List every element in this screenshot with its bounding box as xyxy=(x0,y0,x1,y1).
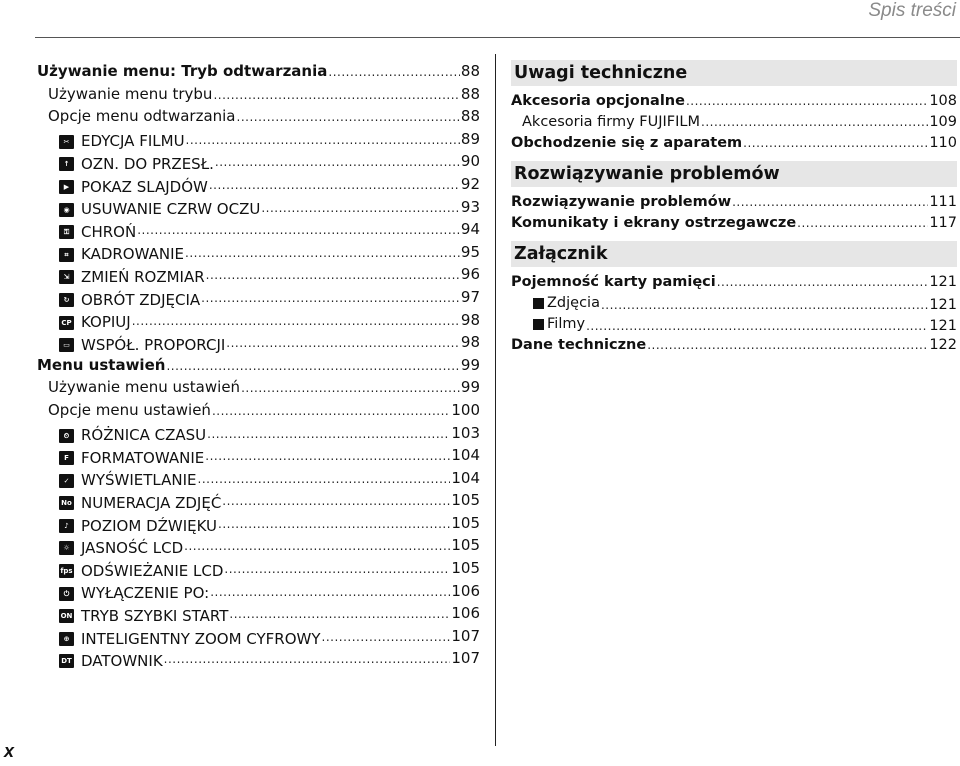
toc-entry[interactable] xyxy=(37,60,480,83)
section-gap xyxy=(511,154,957,161)
dot-leader xyxy=(322,625,451,649)
toc-entry[interactable] xyxy=(37,625,480,648)
toc-entry-page: 99 xyxy=(460,355,480,374)
toc-entry[interactable] xyxy=(37,557,480,580)
toc-entry-page: 88 xyxy=(460,84,480,103)
dot-leader xyxy=(224,557,450,581)
toc-entry-label: EDYCJA FILMU xyxy=(81,132,185,151)
toc-entry[interactable] xyxy=(37,534,480,557)
toc-entry-label-wrap xyxy=(37,354,165,377)
toc-entry[interactable] xyxy=(37,512,480,535)
dot-leader xyxy=(226,331,460,355)
toc-entry-label: FORMATOWANIE xyxy=(81,448,205,467)
toc-entry[interactable] xyxy=(511,335,957,356)
toc-entry-label-wrap xyxy=(59,311,131,334)
toc-entry[interactable] xyxy=(37,422,480,445)
toc-entry-label-wrap xyxy=(533,293,600,314)
digital-zoom-icon: ⊕ xyxy=(59,632,74,646)
toc-entry[interactable] xyxy=(511,91,957,112)
dot-leader xyxy=(198,467,451,491)
dot-leader xyxy=(206,263,460,287)
dot-leader xyxy=(647,335,928,356)
dot-leader xyxy=(717,272,929,293)
toc-entry-label: Filmy xyxy=(547,316,586,332)
toc-entry-label: Rozwiązywanie problemów xyxy=(511,194,732,210)
toc-entry-label-wrap xyxy=(511,272,716,293)
toc-entry-label-wrap xyxy=(511,213,796,234)
fps-icon: fps xyxy=(59,564,74,578)
toc-entry-label-wrap xyxy=(48,105,236,128)
toc-entry-label: TRYB SZYBKI START xyxy=(81,606,229,625)
toc-entry-page: 121 xyxy=(929,318,957,334)
toc-entry-label: Menu ustawień xyxy=(37,355,166,374)
toc-entry-label-wrap xyxy=(48,399,211,422)
format-icon: F xyxy=(59,451,74,465)
toc-entry-label: Pojemność karty pamięci xyxy=(511,274,716,290)
toc-entry-page: 95 xyxy=(460,242,480,261)
toc-entry-page: 105 xyxy=(451,536,480,555)
toc-entry[interactable] xyxy=(37,309,480,332)
toc-entry-page: 110 xyxy=(929,135,957,151)
section-heading[interactable]: Rozwiązywanie problemów xyxy=(511,161,957,187)
section-heading[interactable]: Uwagi techniczne xyxy=(511,60,957,86)
dot-leader xyxy=(201,286,460,310)
dot-leader xyxy=(701,112,928,133)
toc-entry-label: NUMERACJA ZDJĘĆ xyxy=(81,493,222,512)
toc-entry[interactable] xyxy=(37,399,480,422)
toc-entry[interactable] xyxy=(37,580,480,603)
toc-entry-label: WYŚWIETLANIE xyxy=(81,471,197,490)
toc-entry-label-wrap xyxy=(59,447,204,470)
toc-entry[interactable] xyxy=(37,331,480,354)
toc-entry[interactable] xyxy=(511,293,957,314)
toc-entry-label: USUWANIE CZRW OCZU xyxy=(81,200,261,219)
dot-leader xyxy=(205,444,450,468)
toc-entry-page: 106 xyxy=(451,581,480,600)
toc-entry[interactable] xyxy=(37,489,480,512)
running-header-title: Spis treści xyxy=(868,0,956,21)
toc-entry-page: 106 xyxy=(451,604,480,623)
toc-entry[interactable] xyxy=(37,173,480,196)
toc-entry-page: 98 xyxy=(460,333,480,352)
dot-leader xyxy=(229,602,450,626)
toc-entry[interactable] xyxy=(37,105,480,128)
toc-entry-label-wrap xyxy=(59,243,184,266)
date-stamp-icon: DT xyxy=(59,654,74,668)
toc-entry-page: 122 xyxy=(929,337,957,353)
toc-entry-page: 92 xyxy=(460,174,480,193)
toc-entry-label: Dane techniczne xyxy=(511,337,647,353)
toc-entry-label-wrap xyxy=(511,335,646,356)
dot-leader xyxy=(222,489,450,513)
key-icon: ⚿ xyxy=(59,225,74,239)
frame-number-icon: No xyxy=(59,496,74,510)
resize-icon: ⇲ xyxy=(59,270,74,284)
auto-power-off-icon: ⏻ xyxy=(59,587,74,601)
toc-entry-page: 109 xyxy=(929,114,957,130)
toc-entry-label-wrap xyxy=(59,176,208,199)
toc-entry-label: KOPIUJ xyxy=(81,313,131,332)
toc-entry-label: POZIOM DŹWIĘKU xyxy=(81,516,218,535)
dot-leader xyxy=(743,133,928,154)
section-gap xyxy=(511,234,957,241)
toc-entry-page: 107 xyxy=(451,626,480,645)
copy-icon: CP xyxy=(59,316,74,330)
toc-left-column xyxy=(37,60,480,670)
dot-leader xyxy=(207,422,450,446)
quick-start-icon: ON xyxy=(59,609,74,623)
time-difference-icon: ⏲ xyxy=(59,429,74,443)
bullet-square-icon xyxy=(533,298,544,309)
toc-right-column xyxy=(511,60,957,356)
dot-leader xyxy=(209,173,460,197)
dot-leader xyxy=(212,399,450,423)
toc-entry-label-wrap xyxy=(59,650,163,673)
toc-entry-label-wrap xyxy=(48,376,240,399)
dot-leader xyxy=(184,534,450,558)
dot-leader xyxy=(210,580,450,604)
dot-leader xyxy=(328,60,460,84)
toc-entry-page: 90 xyxy=(460,152,480,171)
toc-entry[interactable] xyxy=(511,112,957,133)
toc-entry-label-wrap xyxy=(48,83,212,106)
toc-entry-label: POKAZ SLAJDÓW xyxy=(81,177,208,196)
toc-entry-page: 108 xyxy=(929,93,957,109)
volume-icon: ♪ xyxy=(59,519,74,533)
toc-entry-label-wrap xyxy=(37,60,327,83)
movie-edit-icon: ✂ xyxy=(59,135,74,149)
dot-leader xyxy=(686,91,928,112)
toc-entry[interactable] xyxy=(37,150,480,173)
toc-entry-page: 111 xyxy=(929,194,957,210)
toc-entry-label: KADROWANIE xyxy=(81,245,185,264)
dot-leader xyxy=(601,295,928,316)
brightness-icon: ☼ xyxy=(59,541,74,555)
page-number: x xyxy=(4,741,15,761)
toc-entry-label-wrap xyxy=(511,133,742,154)
toc-entry-label: Opcje menu ustawień xyxy=(48,400,211,419)
toc-entry-page: 121 xyxy=(929,274,957,290)
toc-entry-label-wrap xyxy=(59,560,223,583)
toc-entry-page: 96 xyxy=(460,265,480,284)
dot-leader xyxy=(164,647,451,671)
toc-entry-page: 89 xyxy=(460,129,480,148)
toc-entry-page: 104 xyxy=(451,468,480,487)
toc-entry-label: DATOWNIK xyxy=(81,652,163,671)
toc-entry-label: Akcesoria firmy FUJIFILM xyxy=(522,114,700,130)
toc-entry-label-wrap xyxy=(533,314,585,335)
toc-entry[interactable] xyxy=(511,314,957,335)
toc-entry-page: 105 xyxy=(451,513,480,532)
toc-entry-page: 98 xyxy=(460,310,480,329)
dot-leader xyxy=(215,150,460,174)
toc-entry-page: 121 xyxy=(929,297,957,313)
toc-entry-label: ODŚWIEŻANIE LCD xyxy=(81,561,224,580)
dot-leader xyxy=(241,376,460,400)
toc-entry-label: RÓŻNICA CZASU xyxy=(81,426,207,445)
toc-entry-label-wrap xyxy=(59,469,197,492)
toc-entry[interactable] xyxy=(37,602,480,625)
toc-entry-label: Używanie menu: Tryb odtwarzania xyxy=(37,62,328,80)
toc-entry-label: Akcesoria opcjonalne xyxy=(511,93,685,109)
dot-leader xyxy=(213,83,459,107)
toc-entry-page: 104 xyxy=(451,446,480,465)
toc-entry[interactable] xyxy=(37,128,480,151)
toc-entry[interactable] xyxy=(37,263,480,286)
dot-leader xyxy=(186,128,460,152)
toc-entry-page: 107 xyxy=(451,649,480,668)
toc-entry-label: Opcje menu odtwarzania xyxy=(48,107,236,126)
dot-leader xyxy=(166,354,459,378)
toc-entry[interactable] xyxy=(37,647,480,670)
bullet-square-icon xyxy=(533,319,544,330)
toc-entry-label: Używanie menu ustawień xyxy=(48,378,241,397)
crop-icon: ⌗ xyxy=(59,248,74,262)
toc-entry-label: Komunikaty i ekrany ostrzegawcze xyxy=(511,215,797,231)
aspect-ratio-icon: ▭ xyxy=(59,338,74,352)
toc-entry-page: 97 xyxy=(460,287,480,306)
dot-leader xyxy=(185,241,460,265)
toc-entry-label: Zdjęcia xyxy=(547,295,600,311)
toc-entry-label-wrap xyxy=(59,492,221,515)
toc-entry-label-wrap xyxy=(59,266,205,289)
toc-entry[interactable] xyxy=(37,218,480,241)
toc-entry-label: ZMIEŃ ROZMIAR xyxy=(81,268,205,287)
toc-entry-label-wrap xyxy=(59,605,228,628)
toc-entry-page: 105 xyxy=(451,491,480,510)
dot-leader xyxy=(132,309,460,333)
dot-leader xyxy=(237,105,460,129)
toc-entry-page: 99 xyxy=(460,378,480,397)
dot-leader xyxy=(732,192,928,213)
dot-leader xyxy=(586,316,928,337)
toc-entry[interactable] xyxy=(37,241,480,264)
dot-leader xyxy=(261,196,460,220)
toc-entry[interactable] xyxy=(37,83,480,106)
toc-entry-label-wrap xyxy=(511,91,685,112)
dot-leader xyxy=(218,512,450,536)
toc-entry-label-wrap xyxy=(59,424,206,447)
toc-entry-label-wrap xyxy=(59,582,209,605)
toc-entry-label-wrap xyxy=(59,153,214,176)
toc-entry[interactable] xyxy=(37,444,480,467)
toc-entry-label: INTELIGENTNY ZOOM CYFROWY xyxy=(81,629,321,648)
toc-entry[interactable] xyxy=(511,133,957,154)
dot-leader xyxy=(797,213,928,234)
section-heading[interactable]: Załącznik xyxy=(511,241,957,267)
toc-entry-page: 100 xyxy=(451,400,480,419)
toc-entry-label-wrap xyxy=(59,130,185,153)
toc-entry-label: WSPÓŁ. PROPORCJI xyxy=(81,335,226,354)
toc-entry[interactable] xyxy=(511,272,957,293)
toc-entry[interactable] xyxy=(37,196,480,219)
toc-entry-label: Obchodzenie się z aparatem xyxy=(511,135,743,151)
toc-entry-label-wrap xyxy=(59,221,136,244)
toc-entry[interactable] xyxy=(37,354,480,377)
upload-mark-icon: ↑ xyxy=(59,157,74,171)
toc-entry-label: OZN. DO PRZESŁ. xyxy=(81,155,214,174)
dot-leader xyxy=(137,218,460,242)
toc-entry[interactable] xyxy=(37,376,480,399)
toc-entry-page: 88 xyxy=(460,62,480,80)
toc-entry-page: 105 xyxy=(451,559,480,578)
toc-entry-page: 94 xyxy=(460,220,480,239)
toc-entry[interactable] xyxy=(37,286,480,309)
toc-entry-label-wrap xyxy=(59,537,183,560)
toc-entry-page: 88 xyxy=(460,107,480,126)
rotate-icon: ↻ xyxy=(59,293,74,307)
toc-entry-label-wrap xyxy=(511,192,731,213)
toc-entry[interactable] xyxy=(511,192,957,213)
red-eye-icon: ◉ xyxy=(59,203,74,217)
toc-entry-label: CHROŃ xyxy=(81,222,137,241)
toc-entry-page: 117 xyxy=(929,215,957,231)
toc-entry-page: 103 xyxy=(451,423,480,442)
slide-show-icon: ▶ xyxy=(59,180,74,194)
toc-entry-label: Używanie menu trybu xyxy=(48,84,213,103)
header-rule xyxy=(35,37,960,38)
toc-entry-label: WYŁĄCZENIE PO: xyxy=(81,584,210,603)
toc-entry[interactable] xyxy=(37,467,480,490)
column-divider xyxy=(495,54,496,746)
toc-entry-label: JASNOŚĆ LCD xyxy=(81,539,184,558)
toc-entry[interactable] xyxy=(511,213,957,234)
toc-entry-label: OBRÓT ZDJĘCIA xyxy=(81,290,201,309)
display-icon: ✓ xyxy=(59,474,74,488)
toc-entry-label-wrap xyxy=(522,112,700,133)
toc-entry-page: 93 xyxy=(460,197,480,216)
